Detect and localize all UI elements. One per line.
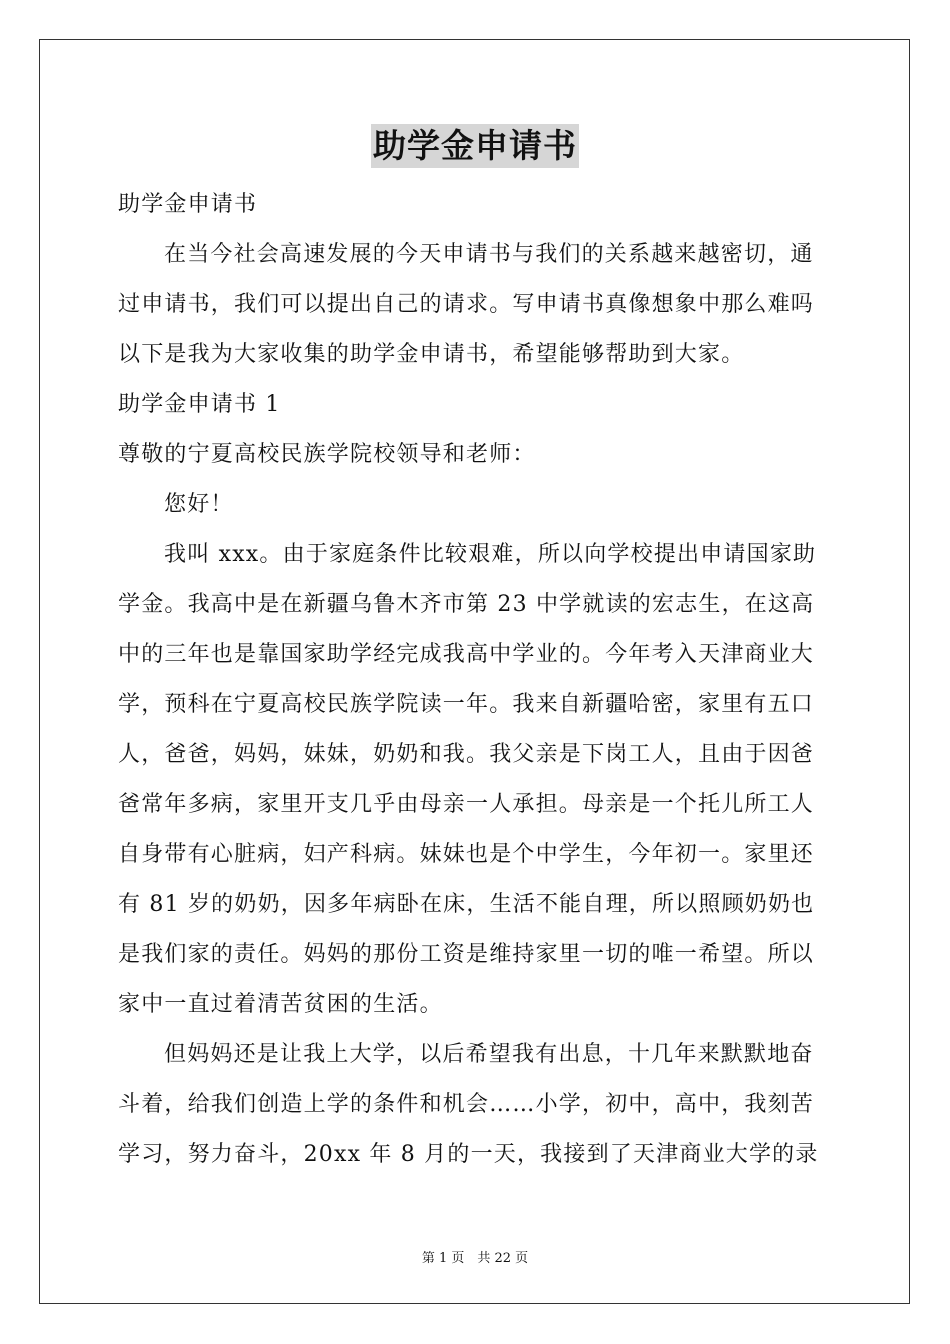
body-line: 但妈妈还是让我上大学，以后希望我有出息，十几年来默默地奋 [164,1042,814,1067]
body-line: 斗着，给我们创造上学的条件和机会……小学，初中，高中，我刻苦 [118,1092,815,1117]
salutation: 尊敬的宁夏高校民族学院校领导和老师： [118,442,536,467]
body-line: 我叫 xxx。由于家庭条件比较艰难，所以向学校提出申请国家助 [164,542,817,567]
document-title: 助学金申请书 [371,124,579,168]
body-line: 在当今社会高速发展的今天申请书与我们的关系越来越密切，通 [164,242,814,267]
body-line: 学金。我高中是在新疆乌鲁木齐市第 23 中学就读的宏志生，在这高 [118,592,815,617]
body-line: 家中一直过着清苦贫困的生活。 [118,992,443,1017]
body-line: 学习，努力奋斗，20xx 年 8 月的一天，我接到了天津商业大学的录 [118,1142,819,1167]
body-line: 中的三年也是靠国家助学经完成我高中学业的。今年考入天津商业大 [118,642,815,667]
body-line: 是我们家的责任。妈妈的那份工资是维持家里一切的唯一希望。所以 [118,942,815,967]
body-line: 以下是我为大家收集的助学金申请书，希望能够帮助到大家。 [118,342,745,367]
body-line: 自身带有心脏病，妇产科病。妹妹也是个中学生，今年初一。家里还 [118,842,815,867]
page-number: 第 1 页 共 22 页 [421,1251,529,1266]
title-container [0,124,950,168]
body-line: 学，预科在宁夏高校民族学院读一年。我来自新疆哈密，家里有五口 [118,692,815,717]
greeting: 您好！ [164,492,234,517]
body-line: 助学金申请书 [118,192,258,217]
body-line: 爸常年多病，家里开支几乎由母亲一人承担。母亲是一个托儿所工人 [118,792,815,817]
page-footer [0,1247,950,1266]
body-line: 有 81 岁的奶奶，因多年病卧在床，生活不能自理，所以照顾奶奶也 [118,892,815,917]
body-line: 过申请书，我们可以提出自己的请求。写申请书真像想象中那么难吗 [118,292,815,317]
document-body [118,180,838,1180]
body-line: 人，爸爸，妈妈，妹妹，奶奶和我。我父亲是下岗工人，且由于因爸 [118,742,815,767]
section-heading: 助学金申请书 1 [118,392,281,417]
